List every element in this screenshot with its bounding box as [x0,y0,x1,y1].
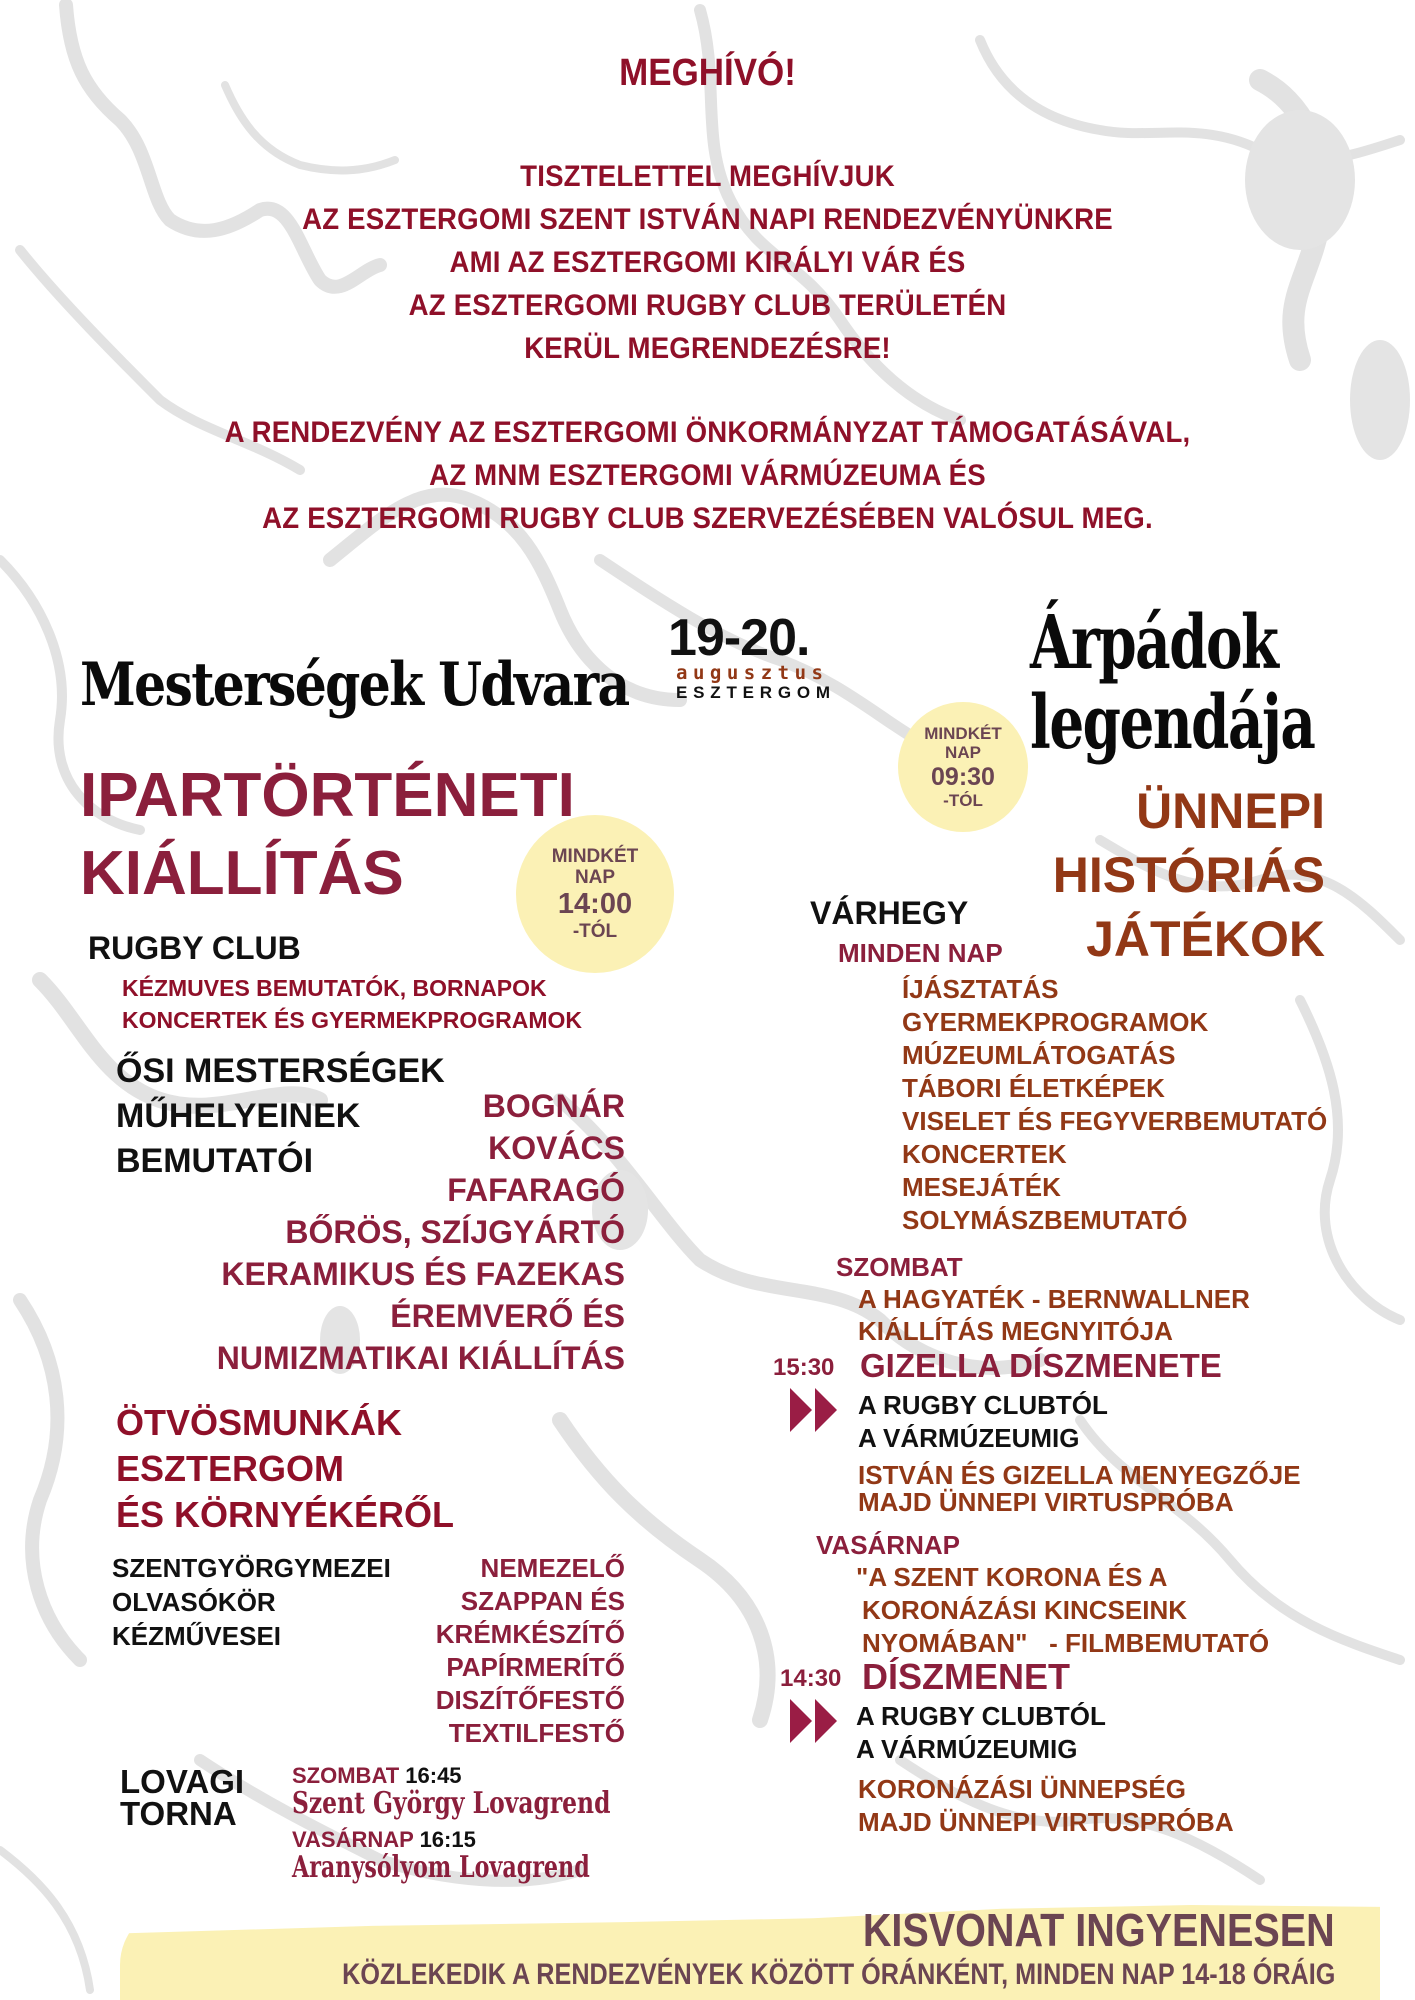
arpadok-legendaja-logo: Árpádok [1030,600,1278,686]
reading-craft-item: DISZÍTŐFESTŐ [435,1685,625,1715]
circle-label: NAP [574,867,616,889]
venue-varhegy: VÁRHEGY [810,895,969,931]
left-time-circle [516,815,674,973]
reading-circle-line: SZENTGYÖRGYMEZEI [112,1553,391,1583]
circle-time: 09:30 [931,762,995,791]
crafts-heading: MŰHELYEINEK [116,1097,361,1135]
craft-item: BŐRÖS, SZÍJGYÁRTÓ [285,1214,625,1250]
reading-craft-item: KRÉMKÉSZÍTŐ [435,1619,625,1649]
invitation-line: AMI AZ ESZTERGOMI KIRÁLYI VÁR ÉS [449,246,966,279]
saturday-after: MAJD ÜNNEPI VIRTUSPRÓBA [858,1487,1234,1517]
every-day-item: VISELET ÉS FEGYVERBEMUTATÓ [902,1106,1328,1136]
saturday-parade: GIZELLA DÍSZMENETE [860,1347,1222,1384]
sunday-time: 14:30 [780,1665,842,1692]
sunday-label: VASÁRNAP [816,1530,960,1560]
venue-rugby-club: RUGBY CLUB [88,930,301,966]
right-time-circle [898,702,1028,832]
craft-item: NUMIZMATIKAI KIÁLLÍTÁS [216,1340,625,1376]
circle-time: 14:00 [557,888,633,921]
reading-craft-item: NEMEZELŐ [480,1553,625,1583]
every-day-item: MÚZEUMLÁTOGATÁS [902,1040,1176,1070]
circle-label: MINDKÉT [551,845,639,867]
craft-item: KERAMIKUS ÉS FAZEKAS [221,1256,625,1292]
support-line: AZ MNM ESZTERGOMI VÁRMÚZEUMA ÉS [429,459,986,492]
goldsmith-line: ESZTERGOM [116,1448,345,1489]
games-title-line: HISTÓRIÁS [1052,847,1325,903]
every-day-item: KONCERTEK [902,1139,1067,1169]
venue-item: KONCERTEK ÉS GYERMEKPROGRAMOK [122,1007,583,1033]
saturday-route: A VÁRMÚZEUMIG [858,1423,1080,1453]
route-arrow-icon [815,1388,837,1432]
venue-item: KÉZMUVES BEMUTATÓK, BORNAPOK [122,975,547,1001]
saturday-item: KIÁLLÍTÁS MEGNYITÓJA [858,1316,1173,1346]
every-day-item: GYERMEKPROGRAMOK [902,1007,1209,1037]
goldsmith-line: ÖTVÖSMUNKÁK [116,1402,402,1443]
exhibition-title-line: IPARTÖRTÉNETI [80,761,575,830]
day-label: VASÁRNAP [292,1827,414,1852]
every-day-item: MESEJÁTÉK [902,1172,1061,1202]
circle-suffix: -TÓL [943,790,983,810]
sunday-parade: DÍSZMENET [862,1656,1071,1697]
circle-suffix: -TÓL [572,920,618,942]
invitation-line: TISZTELETTEL MEGHÍVJUK [520,160,895,193]
craft-item: BOGNÁR [482,1088,625,1124]
reading-craft-item: PAPÍRMERÍTŐ [446,1652,625,1682]
tournament-title: TORNA [120,1795,237,1832]
support-line: AZ ESZTERGOMI RUGBY CLUB SZERVEZÉSÉBEN VALÓSUL MEG. [262,502,1153,535]
day-label: SZOMBAT [292,1763,400,1788]
date-days: 19-20. [668,609,810,667]
sunday-after: MAJD ÜNNEPI VIRTUSPRÓBA [858,1807,1234,1837]
saturday-label: SZOMBAT [836,1252,963,1282]
craft-item: ÉREMVERŐ ÉS [390,1298,625,1334]
day-time: 16:45 [405,1763,462,1788]
every-day-label: MINDEN NAP [838,938,1003,968]
invitation-line: AZ ESZTERGOMI RUGBY CLUB TERÜLETÉN [408,289,1007,322]
circle-label: NAP [945,743,981,763]
sunday-item: NYOMÁBAN" - FILMBEMUTATÓ [862,1628,1270,1658]
goldsmith-line: ÉS KÖRNYÉKÉRŐL [116,1494,455,1535]
route-arrow-icon [790,1388,812,1432]
games-title-line: ÜNNEPI [1136,783,1325,839]
invitation-title: MEGHÍVÓ! [619,52,796,94]
sunday-route: A RUGBY CLUBTÓL [856,1701,1106,1731]
date-month: augusztus [676,662,829,684]
saturday-time: 15:30 [773,1354,835,1381]
route-arrow-icon [815,1699,837,1743]
every-day-item: TÁBORI ÉLETKÉPEK [902,1073,1165,1103]
order-name: Szent György Lovagrend [292,1786,611,1821]
saturday-after: ISTVÁN ÉS GIZELLA MENYEGZŐJE [858,1460,1301,1490]
order-name: Aranysólyom Lovagrend [292,1850,590,1885]
circle-label: MINDKÉT [924,724,1002,744]
train-headline: KISVONAT INGYENESEN [863,1904,1335,1956]
sunday-item: "A SZENT KORONA ÉS A [856,1562,1168,1592]
saturday-item: A HAGYATÉK - BERNWALLNER [858,1284,1250,1314]
tournament-title: LOVAGI [120,1763,245,1800]
games-title-line: JÁTÉKOK [1086,911,1325,967]
day-time: 16:15 [419,1827,476,1852]
sunday-route: A VÁRMÚZEUMIG [856,1734,1078,1764]
reading-craft-item: SZAPPAN ÉS [460,1586,625,1616]
sunday-after: KORONÁZÁSI ÜNNEPSÉG [858,1774,1186,1804]
invitation-line: AZ ESZTERGOMI SZENT ISTVÁN NAPI RENDEZVÉNYÜNKRE [302,203,1113,236]
crafts-heading: ŐSI MESTERSÉGEK [116,1052,445,1090]
sunday-item: KORONÁZÁSI KINCSEINK [862,1595,1188,1625]
crafts-heading: BEMUTATÓI [116,1142,314,1180]
craft-item: KOVÁCS [488,1130,625,1166]
reading-circle-line: KÉZMŰVESEI [112,1621,282,1651]
craft-item: FAFARAGÓ [447,1172,625,1208]
train-detail: KÖZLEKEDIK A RENDEZVÉNYEK KÖZÖTT ÓRÁNKÉNT, MINDEN NAP 14-18 ÓRÁIG [341,1958,1335,1991]
exhibition-title-line: KIÁLLÍTÁS [80,839,404,908]
support-line: A RENDEZVÉNY AZ ESZTERGOMI ÖNKORMÁNYZAT TÁMOGATÁSÁVAL, [224,416,1191,449]
date-city: ESZTERGOM [676,683,836,702]
reading-craft-item: TEXTILFESTŐ [448,1718,625,1748]
saturday-route: A RUGBY CLUBTÓL [858,1390,1108,1420]
route-arrow-icon [790,1699,812,1743]
every-day-item: SOLYMÁSZBEMUTATÓ [902,1205,1188,1235]
reading-circle-line: OLVASÓKÖR [112,1587,276,1617]
invitation-line: KERÜL MEGRENDEZÉSRE! [524,332,891,365]
every-day-item: ÍJÁSZTATÁS [902,974,1059,1004]
arpadok-legendaja-logo: legendája [1030,680,1315,766]
mestersegek-udvara-logo: Mesterségek Udvara [80,650,629,720]
